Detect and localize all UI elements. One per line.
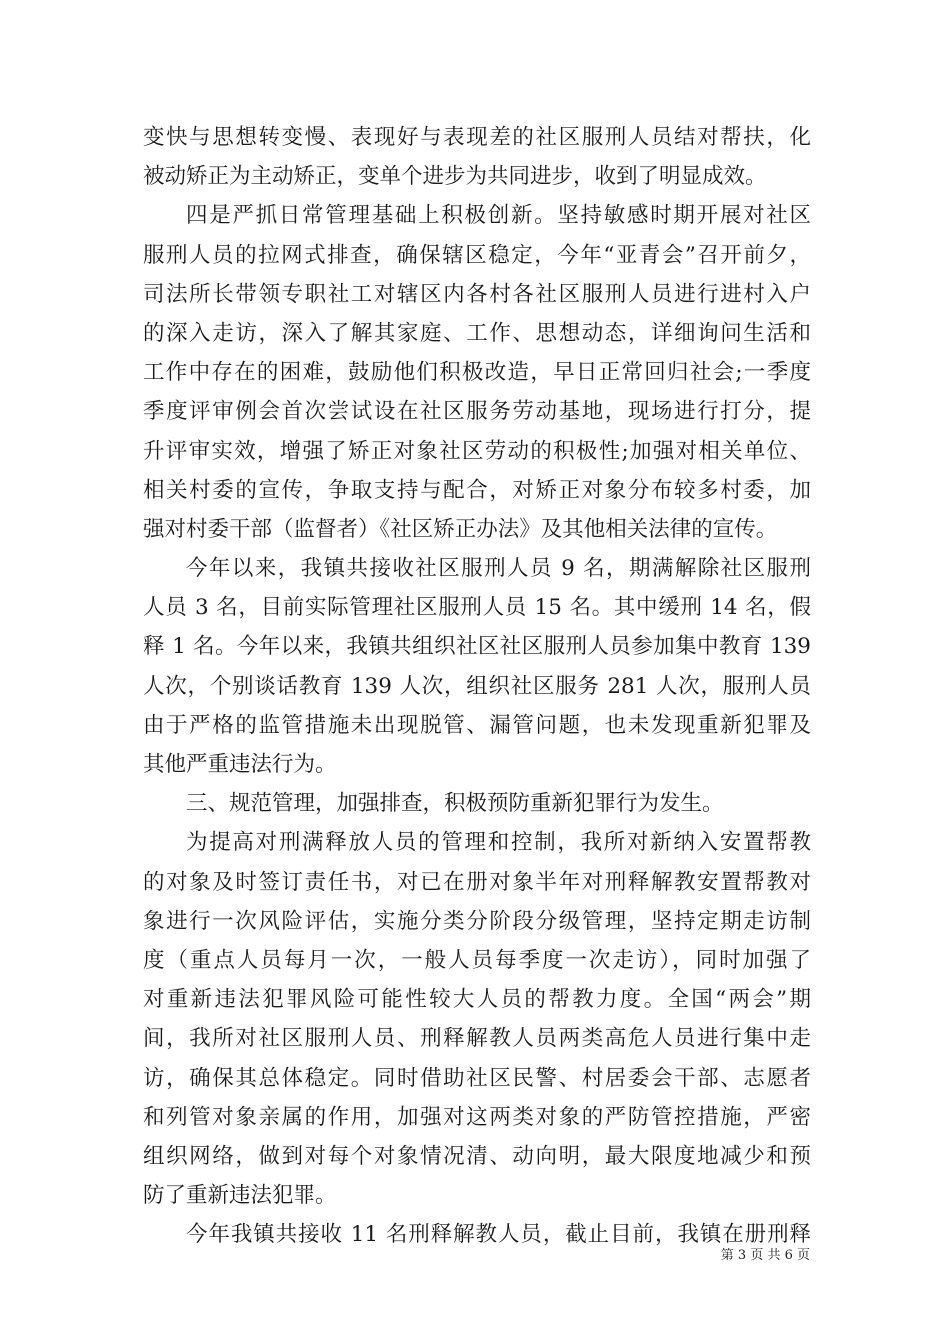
text-line: 和列管对象亲属的作用，加强对这两类对象的严防管控措施，严密 (143, 1104, 811, 1130)
text-line: 组织网络，做到对每个对象情况清、动向明，最大限度地减少和预 (143, 1143, 811, 1169)
text-line: 由于严格的监管措施未出现脱管、漏管问题，也未发现重新犯罪及 (143, 712, 811, 738)
text-line: 升评审实效，增强了矫正对象社区劳动的积极性;加强对相关单位、 (143, 438, 811, 464)
text-line: 被动矫正为主动矫正，变单个进步为共同进步，收到了明显成效。 (143, 164, 767, 190)
document-body (143, 118, 811, 1254)
text-line: 人次，个别谈话教育 139 人次，组织社区服务 281 人次，服刑人员 (143, 673, 811, 699)
page-number-footer: 第 3 页 共 6 页 (720, 1248, 810, 1263)
text-line: 防了重新违法犯罪。 (143, 1183, 337, 1209)
text-line: 今年我镇共接收 11 名刑释解教人员，截止目前，我镇在册刑释 (186, 1222, 811, 1248)
text-line: 工作中存在的困难，鼓励他们积极改造，早日正常回归社会;一季度 (143, 360, 811, 386)
text-line: 人员 3 名，目前实际管理社区服刑人员 15 名。其中缓刑 14 名，假 (143, 595, 811, 621)
text-line: 三、规范管理，加强排查，积极预防重新犯罪行为发生。 (186, 791, 724, 817)
text-line: 对重新违法犯罪风险可能性较大人员的帮教力度。全国“两会”期 (143, 987, 811, 1013)
text-line: 象进行一次风险评估，实施分类分阶段分级管理，坚持定期走访制 (143, 908, 811, 934)
text-line: 相关村委的宣传，争取支持与配合，对矫正对象分布较多村委，加 (143, 477, 811, 503)
text-line: 强对村委干部（监督者）《社区矫正办法》及其他相关法律的宣传。 (143, 516, 778, 542)
text-line: 的对象及时签订责任书，对已在册对象半年对刑释解教安置帮教对 (143, 869, 811, 895)
text-line: 今年以来，我镇共接收社区服刑人员 9 名，期满解除社区服刑 (186, 556, 811, 582)
text-line: 的深入走访，深入了解其家庭、工作、思想动态，详细询问生活和 (143, 320, 811, 346)
text-line: 度（重点人员每月一次，一般人员每季度一次走访），同时加强了 (143, 947, 811, 973)
text-line: 四是严抓日常管理基础上积极创新。坚持敏感时期开展对社区 (186, 203, 811, 229)
text-line: 访，确保其总体稳定。同时借助社区民警、村居委会干部、志愿者 (143, 1065, 811, 1091)
text-line: 服刑人员的拉网式排查，确保辖区稳定，今年“亚青会”召开前夕， (143, 242, 811, 268)
text-line: 为提高对刑满释放人员的管理和控制，我所对新纳入安置帮教 (186, 830, 811, 856)
text-line: 释 1 名。今年以来，我镇共组织社区社区服刑人员参加集中教育 139 (143, 634, 811, 660)
text-line: 间，我所对社区服刑人员、刑释解教人员两类高危人员进行集中走 (143, 1026, 811, 1052)
text-line: 变快与思想转变慢、表现好与表现差的社区服刑人员结对帮扶，化 (143, 125, 811, 150)
text-line: 司法所长带领专职社工对辖区内各村各社区服刑人员进行进村入户 (143, 281, 811, 307)
text-line: 其他严重违法行为。 (143, 752, 337, 777)
text-line: 季度评审例会首次尝试设在社区服务劳动基地，现场进行打分，提 (143, 399, 811, 425)
